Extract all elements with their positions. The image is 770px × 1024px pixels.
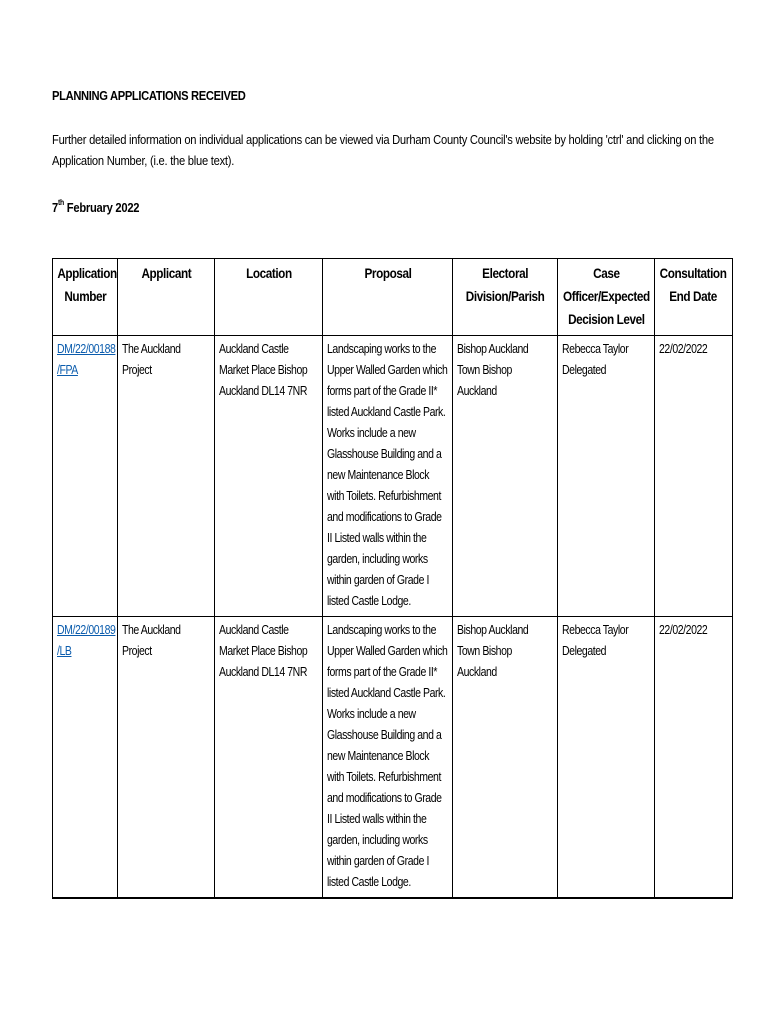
application-number-link[interactable]: DM/22/00188 /FPA [57, 342, 116, 377]
table-header-row [53, 259, 733, 336]
applicant-cell: The Auckland Project [118, 617, 215, 899]
consultation-date-cell: 22/02/2022 [655, 336, 733, 617]
application-number-cell [53, 336, 118, 617]
applicant-cell: The Auckland Project [118, 336, 215, 617]
intro-paragraph: Further detailed information on individual applications can be viewed via Durham County Council's website by holding 'ctrl' and clicking on the Application Number, (i.e. the blue text). [52, 132, 714, 168]
location-cell: Auckland Castle Market Place Bishop Auckland DL14 7NR [215, 617, 323, 899]
electoral-cell: Bishop Auckland Town Bishop Auckland [453, 617, 558, 899]
date-suffix: th [57, 198, 64, 207]
header-application-number: Application Number [53, 259, 118, 336]
proposal-cell: Landscaping works to the Upper Walled Garden which forms part of the Grade II* listed Auckland Castle Park. Works include a new Glasshouse Building and a new Maintenance Block with Toilets. Refurbishment and modifications to Grade II Listed walls within the garden, including works within garden of Grade I listed Castle Lodge. [323, 336, 453, 617]
document-page [52, 88, 732, 889]
consultation-date-cell: 22/02/2022 [655, 617, 733, 899]
applications-table [52, 258, 733, 899]
header-case-officer: Case Officer/Expected Decision Level [558, 259, 655, 336]
table-row [53, 336, 733, 617]
case-officer-cell: Rebecca Taylor Delegated [558, 336, 655, 617]
page-title: PLANNING APPLICATIONS RECEIVED [52, 88, 246, 103]
header-consultation-end-date: Consultation End Date [655, 259, 733, 336]
application-number-cell [53, 617, 118, 899]
electoral-cell: Bishop Auckland Town Bishop Auckland [453, 336, 558, 617]
header-location: Location [215, 259, 323, 336]
location-cell: Auckland Castle Market Place Bishop Auckland DL14 7NR [215, 336, 323, 617]
application-number-link[interactable]: DM/22/00189 /LB [57, 623, 116, 658]
proposal-cell: Landscaping works to the Upper Walled Garden which forms part of the Grade II* listed Auckland Castle Park. Works include a new Glasshouse Building and a new Maintenance Block with Toilets. Refurbishment and modifications to Grade II Listed walls within the garden, including works within garden of Grade I listed Castle Lodge. [323, 617, 453, 899]
date-month-year: February 2022 [63, 200, 140, 215]
header-electoral-division: Electoral Division/Parish [453, 259, 558, 336]
report-date [52, 200, 637, 215]
case-officer-cell: Rebecca Taylor Delegated [558, 617, 655, 899]
header-proposal: Proposal [323, 259, 453, 336]
table-row [53, 617, 733, 899]
header-applicant: Applicant [118, 259, 215, 336]
date-day: 7 [52, 200, 58, 215]
